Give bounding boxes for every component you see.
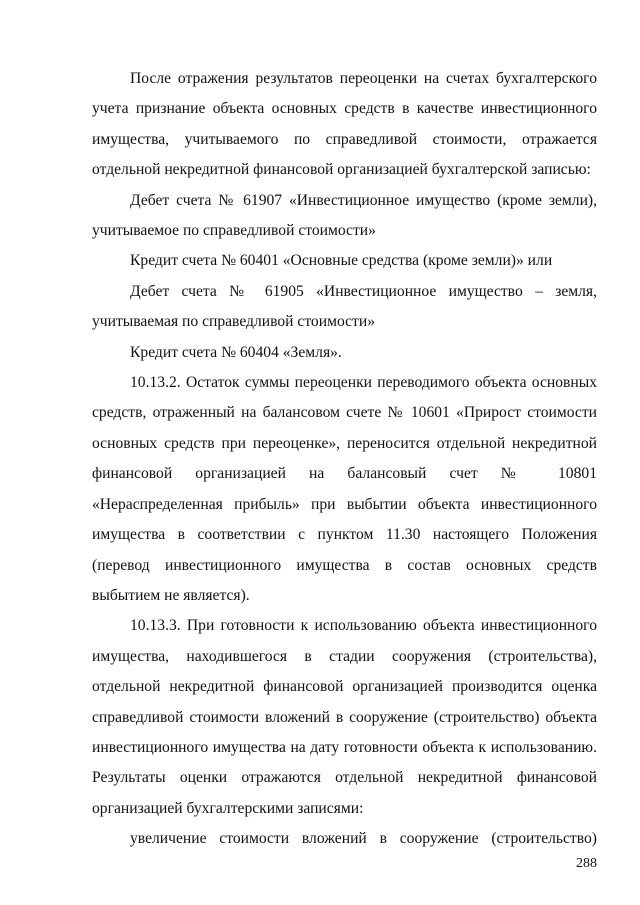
paragraph-revaluation-intro: После отражения результатов переоценки на счетах бухгалтерского учета признание объекта основных средств в качестве инвестиционного имущества, учитываемого по справедливой стоимости, отражается отдельной некредитной финансовой организацией бухгалтерской записью: [92,70,597,179]
paragraph-10-13-3: 10.13.3. При готовности к использованию объекта инвестиционного имущества, находившегося в стадии сооружения (строительства), отдельной некредитной финансовой организацией производится оценка справедливой стоимости вложений в сооружение (строительство) объекта инвестиционного имущества на дату готовности объекта к использованию. Результаты оценки отражаются отдельной некредитной финансовой организацией бухгалтерскими записями: [92,617,597,817]
document-body [92,64,597,855]
paragraph-debit-61905: Дебет счета № 61905 «Инвестиционное имущество – земля, учитываемая по справедливой стоимости» [92,282,597,331]
paragraph-10-13-2: 10.13.2. Остаток суммы переоценки переводимого объекта основных средств, отраженный на балансовом счете № 10601 «Прирост стоимости основных средств при переоценке», переносится отдельной некредитной финансовой организацией на балансовый счет № 10801 «Нераспределенная прибыль» при выбытии объекта инвестиционного имущества в соответствии с пунктом 11.30 настоящего Положения (перевод инвестиционного имущества в состав основных средств выбытием не является). [92,374,597,604]
paragraph-credit-60404: Кредит счета № 60404 «Земля». [130,343,342,361]
paragraph-debit-61907: Дебет счета № 61907 «Инвестиционное имущество (кроме земли), учитываемое по справедливой стоимости» [92,191,597,240]
page-number: 288 [576,856,597,871]
paragraph-increase-investment: увеличение стоимости вложений в сооружение (строительство) [130,830,597,848]
paragraph-credit-60401: Кредит счета № 60401 «Основные средства (кроме земли)» или [130,252,553,270]
